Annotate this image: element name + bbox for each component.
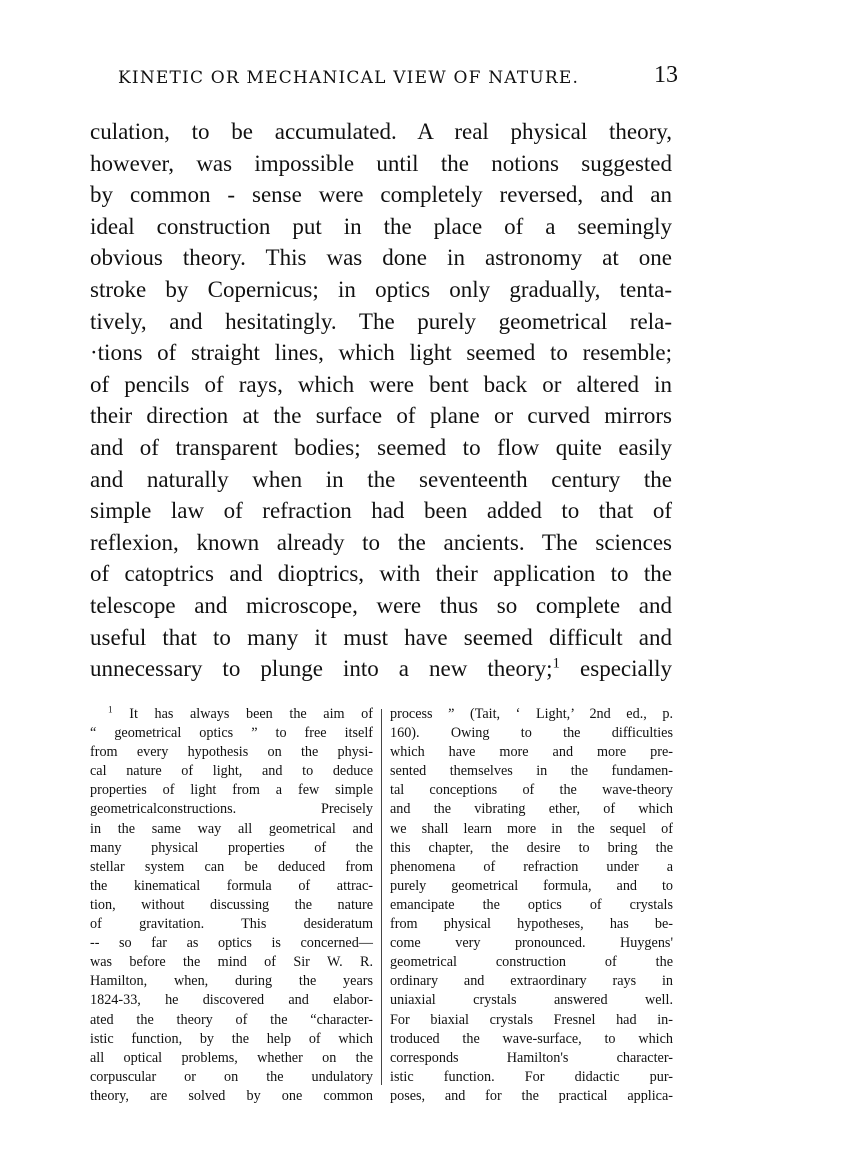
footnote-line: phenomena of refraction under a <box>390 858 673 875</box>
body-line-last-text: unnecessary to plunge into a new theory; <box>90 656 553 682</box>
body-line-last <box>90 653 672 685</box>
footnote-line: geometricalconstructions. Precisely <box>90 801 373 818</box>
body-line: by common - sense were completely reversed, and an <box>90 182 672 208</box>
footnote-line: which have more and more pre- <box>390 744 673 761</box>
footnote-line: this chapter, the desire to bring the <box>390 839 673 856</box>
body-line: and of transparent bodies; seemed to flow quite easily <box>90 434 672 460</box>
footnote-column-divider <box>381 709 382 1085</box>
page-number: 13 <box>654 62 678 88</box>
footnote-line: Hamilton, when, during the years <box>90 973 373 990</box>
footnote-line: all optical problems, whether on the <box>90 1049 373 1066</box>
body-line: ·tions of straight lines, which light seemed to resemble; <box>90 340 672 366</box>
body-line: and naturally when in the seventeenth century the <box>90 466 672 492</box>
footnote-line: 160). Owing to the difficulties <box>390 725 673 742</box>
footnote-line: ordinary and extraordinary rays in <box>390 973 673 990</box>
footnote-line: process ” (Tait, ‘ Light,’ 2nd ed., p. <box>390 706 673 722</box>
footnote-area <box>90 704 673 1104</box>
footnote-line: istic function. For didactic pur- <box>390 1068 673 1085</box>
body-text <box>90 116 672 685</box>
footnote-line: sented themselves in the fundamen- <box>390 763 673 780</box>
footnote-line: emancipate the optics of crystals <box>390 896 673 913</box>
footnote-line: stellar system can be deduced from <box>90 858 373 875</box>
footnote-right-column <box>390 705 673 1106</box>
footnote-line: theory, are solved by one common <box>90 1087 373 1104</box>
footnote-line: the kinematical formula of attrac- <box>90 877 373 894</box>
footnote-line: -- so far as optics is concerned— <box>90 935 373 952</box>
footnote-line: istic function, by the help of which <box>90 1030 373 1047</box>
footnote-left-column <box>90 705 373 1106</box>
footnote-line: poses, and for the practical applica- <box>390 1087 673 1104</box>
footnote-line: was before the mind of Sir W. R. <box>90 954 373 971</box>
body-line: tively, and hesitatingly. The purely geometrical rela- <box>90 308 672 334</box>
footnote-line: from physical hypotheses, has be- <box>390 916 673 933</box>
footnote-reference[interactable]: 1 <box>552 655 560 672</box>
footnote-line: of gravitation. This desideratum <box>90 916 373 933</box>
footnote-line: tal conceptions of the wave-theory <box>390 782 673 799</box>
footnote-line: many physical properties of the <box>90 839 373 856</box>
footnote-line: tion, without discussing the nature <box>90 896 373 913</box>
footnote-line: from every hypothesis on the physi- <box>90 744 373 761</box>
footnote-line <box>90 705 373 724</box>
footnote-line: purely geometrical formula, and to <box>390 877 673 894</box>
body-line: however, was impossible until the notions suggested <box>90 150 672 176</box>
footnote-line: and the vibrating ether, of which <box>390 801 673 818</box>
footnote-line: corpuscular or on the undulatory <box>90 1068 373 1085</box>
body-line: simple law of refraction had been added to that of <box>90 498 672 524</box>
running-head <box>118 60 678 96</box>
footnote-line: ated the theory of the “character- <box>90 1011 373 1028</box>
body-line: stroke by Copernicus; in optics only gradually, tenta- <box>90 276 672 302</box>
footnote-line: For biaxial crystals Fresnel had in- <box>390 1011 673 1028</box>
body-line: of pencils of rays, which were bent back or altered in <box>90 371 672 397</box>
footnote-line: uniaxial crystals answered well. <box>390 992 673 1009</box>
footnote-line-text: It has always been the aim of <box>129 706 374 722</box>
footnote-line: in the same way all geometrical and <box>90 820 373 837</box>
footnote-line: “ geometrical optics ” to free itself <box>90 725 373 742</box>
body-line: ideal construction put in the place of a seemingly <box>90 213 672 239</box>
footnote-line: 1824-33, he discovered and elabor- <box>90 992 373 1009</box>
body-line: useful that to many it must have seemed difficult and <box>90 624 672 650</box>
running-title: KINETIC OR MECHANICAL VIEW OF NATURE. <box>118 68 580 88</box>
body-line: obvious theory. This was done in astronomy at one <box>90 245 672 271</box>
footnote-line: properties of light from a few simple <box>90 782 373 799</box>
body-line: their direction at the surface of plane or curved mirrors <box>90 403 672 429</box>
footnote-line: come very pronounced. Huygens' <box>390 935 673 952</box>
footnote-line: we shall learn more in the sequel of <box>390 820 673 837</box>
body-line: of catoptrics and dioptrics, with their application to the <box>90 561 672 587</box>
body-line: reflexion, known already to the ancients. The sciences <box>90 529 672 555</box>
footnote-line: troduced the wave-surface, to which <box>390 1030 673 1047</box>
footnote-marker: 1 <box>108 704 113 715</box>
body-line-last-end: especially <box>580 656 672 682</box>
footnote-line: cal nature of light, and to deduce <box>90 763 373 780</box>
footnote-line: geometrical construction of the <box>390 954 673 971</box>
body-line: telescope and microscope, were thus so complete and <box>90 592 672 618</box>
body-line: culation, to be accumulated. A real physical theory, <box>90 119 672 144</box>
footnote-line: corresponds Hamilton's character- <box>390 1049 673 1066</box>
